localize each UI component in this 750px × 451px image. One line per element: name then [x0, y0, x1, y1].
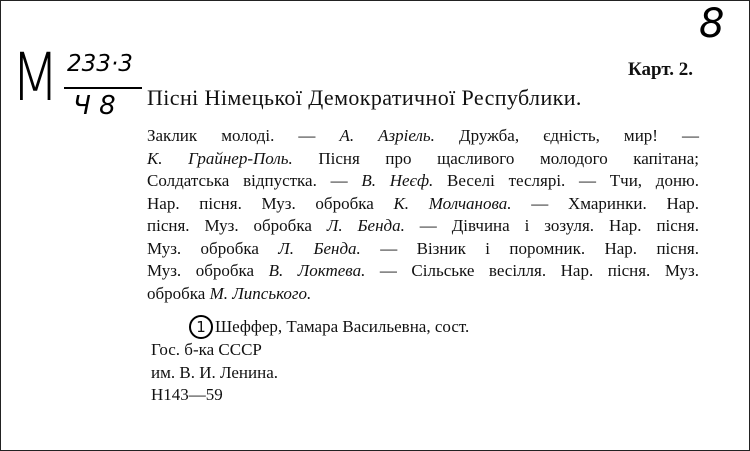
author-name: Л. Бенда.	[326, 216, 405, 235]
contents-text: Веселі теслярі. — Тчи, доню.	[433, 171, 699, 190]
contents-text: Солдатська відпустка. —	[147, 171, 362, 190]
library-stamp	[151, 339, 278, 407]
author-name: К. Молчанова.	[393, 193, 512, 213]
contents-line	[147, 125, 699, 148]
contents-text: — Візник і поромник. Нар. пісня.	[360, 238, 699, 258]
library-line-1: Гос. б-ка СССР	[151, 340, 262, 359]
handwritten-classification-letter: М	[11, 39, 58, 116]
contents-text: — Сільське весілля. Нар. пісня. Муз.	[365, 261, 699, 280]
contents-text: Дружба, єдність, мир! —	[434, 126, 699, 145]
author-name: К. Грайнер-Поль.	[147, 148, 293, 168]
classification-divider	[64, 87, 142, 89]
handwritten-card-number: 8	[699, 1, 725, 47]
author-name: Л. Бенда.	[278, 238, 361, 258]
contents-text: пісня. Муз. обробка	[147, 216, 327, 235]
card-label: Карт. 2.	[628, 59, 693, 80]
author-name: М. Липського.	[209, 283, 312, 303]
library-code: Н143—59	[151, 385, 223, 404]
contents-line	[147, 193, 699, 216]
handwritten-classification-top: 233·3	[67, 51, 133, 77]
contents-text: Муз. обробка	[147, 261, 269, 280]
contents-line	[147, 260, 699, 283]
contents-text: — Хмаринки. Нар.	[511, 193, 700, 213]
author-name: В. Неєф.	[361, 171, 434, 190]
contents-text: — Дівчина і зозуля. Нар. пісня.	[404, 216, 699, 235]
contents-line	[147, 215, 699, 238]
contents-text: Муз. обробка	[147, 238, 279, 258]
contents-text: обробка	[147, 283, 210, 303]
contents-line	[147, 148, 699, 171]
contents-text: Пісня про щасливого молодого капітана;	[292, 148, 699, 168]
compiler-name: Шеффер, Тамара Васильевна, сост.	[215, 317, 470, 336]
library-line-2: им. В. И. Ленина.	[151, 362, 279, 382]
contents-line	[147, 170, 699, 193]
compiler-line	[189, 315, 469, 339]
handwritten-classification-bottom: Ч 8	[73, 91, 116, 121]
card-title: Пісні Німецької Демократичної Республики.	[147, 85, 582, 110]
author-name: В. Локтева.	[268, 261, 366, 280]
contents-line	[147, 238, 699, 261]
contents-line	[147, 283, 699, 306]
contents-list	[147, 125, 699, 305]
circled-number-mark: 1	[189, 315, 213, 339]
contents-text: Нар. пісня. Муз. обробка	[147, 193, 394, 213]
contents-text: Заклик молоді. —	[147, 126, 340, 145]
author-name: А. Азріель.	[339, 126, 435, 145]
